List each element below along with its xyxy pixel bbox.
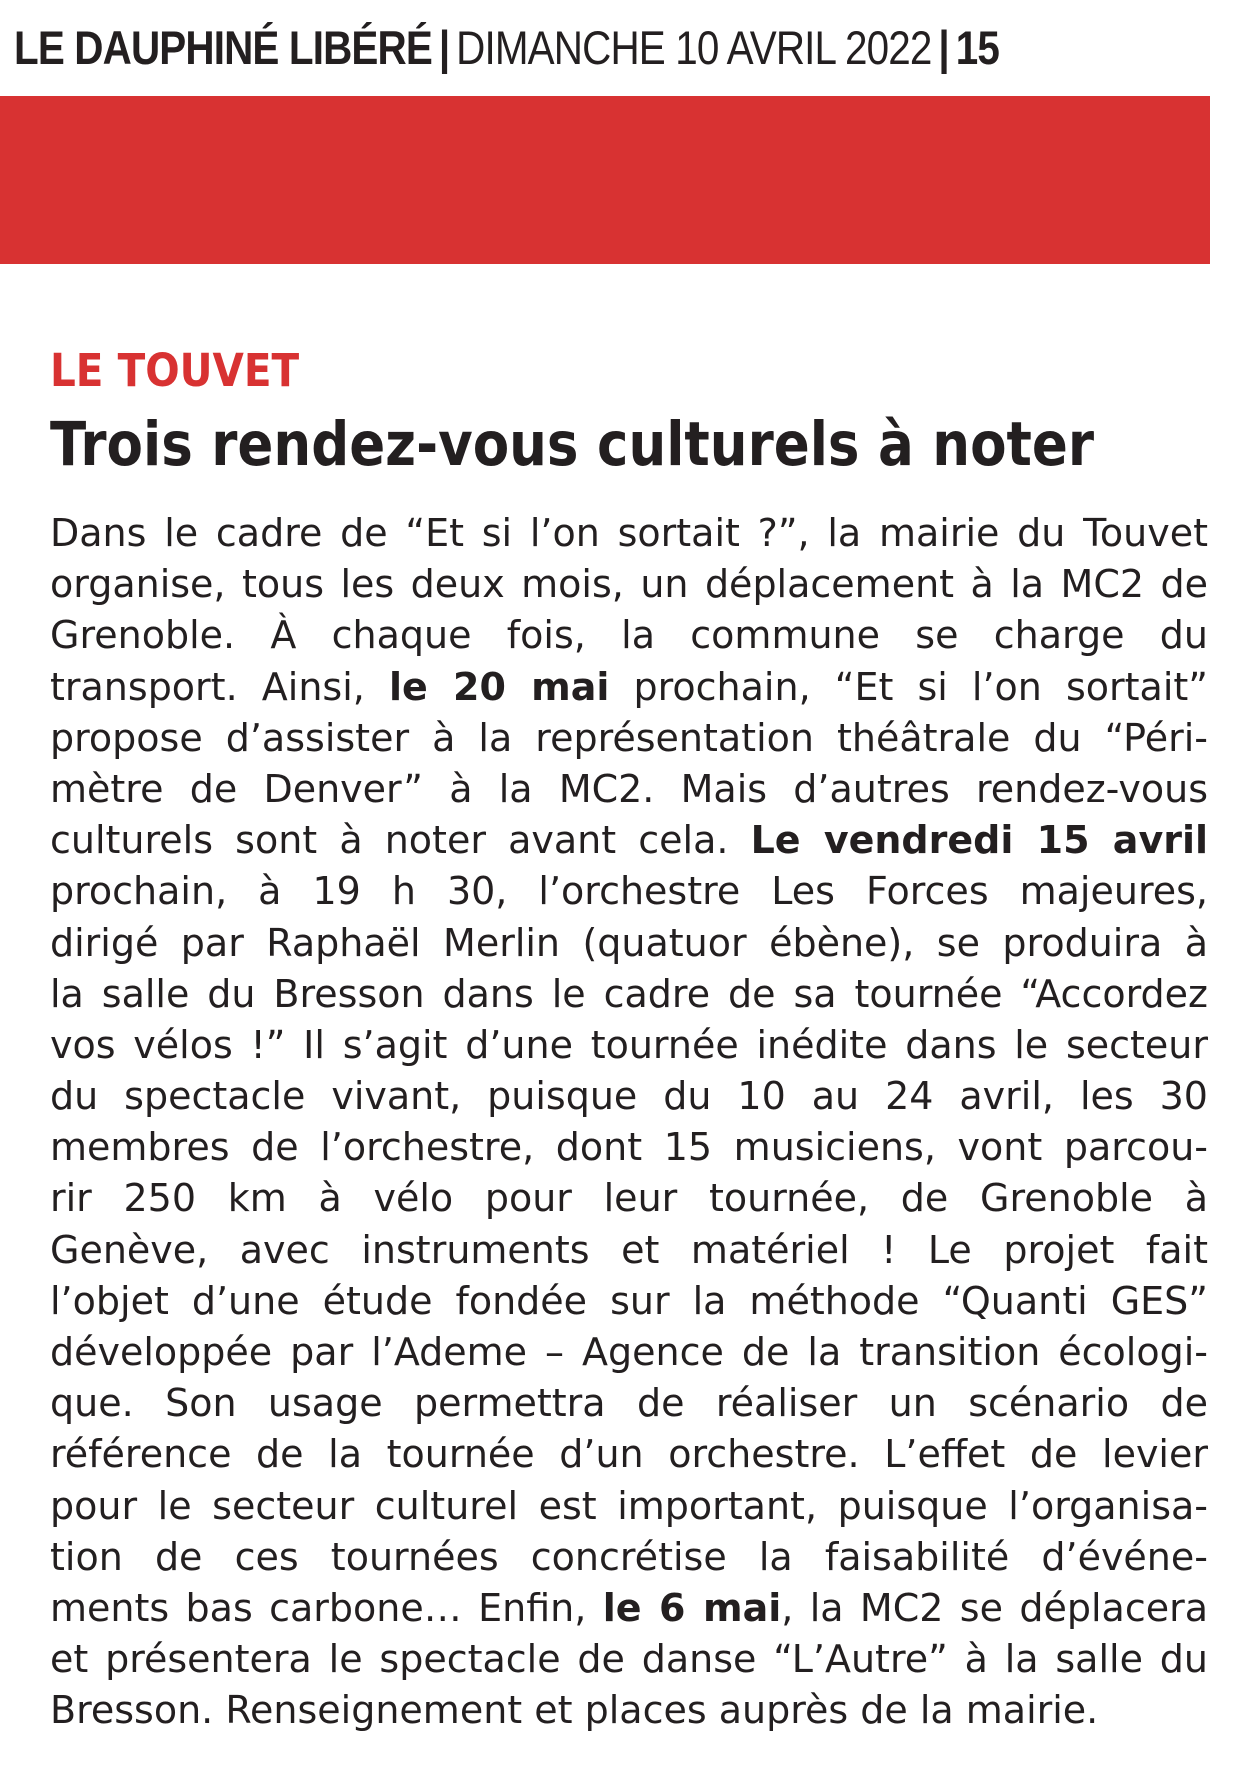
article-line bbox=[50, 713, 1208, 764]
article-text: que. Son usage permettra de réaliser un scénario de bbox=[50, 1381, 1208, 1426]
article-line bbox=[50, 918, 1208, 969]
article-line bbox=[50, 1225, 1208, 1276]
publication-date: DIMANCHE 10 AVRIL 2022 bbox=[456, 21, 932, 74]
article-text: , la MC2 se déplacera bbox=[781, 1585, 1208, 1630]
red-banner bbox=[0, 96, 1210, 264]
article-line bbox=[50, 1173, 1208, 1224]
article-text: Bresson. Renseignement et places auprès de la mairie. bbox=[50, 1688, 1099, 1733]
article-line bbox=[50, 1020, 1208, 1071]
article-text: la salle du Bresson dans le cadre de sa tournée “Accordez bbox=[50, 971, 1208, 1016]
page-number: 15 bbox=[955, 21, 999, 74]
article-line bbox=[50, 815, 1208, 866]
article-line bbox=[50, 559, 1208, 610]
article-line bbox=[50, 1583, 1208, 1634]
article-text: organise, tous les deux mois, un déplacement à la MC2 de bbox=[50, 562, 1208, 607]
article-text: vos vélos !” Il s’agit d’une tournée inédite dans le secteur bbox=[50, 1022, 1208, 1067]
article-line bbox=[50, 1532, 1208, 1583]
article-text: prochain, à 19 h 30, l’orchestre Les Forces majeures, bbox=[50, 869, 1208, 914]
article-text-bold: Le vendredi 15 avril bbox=[750, 818, 1209, 863]
article-line bbox=[50, 1685, 1208, 1736]
article-text: du spectacle vivant, puisque du 10 au 24 avril, les 30 bbox=[50, 1074, 1208, 1119]
article-line bbox=[50, 1481, 1208, 1532]
publication-name: LE DAUPHINÉ LIBÉRÉ bbox=[14, 21, 432, 74]
masthead-separator: | bbox=[438, 21, 450, 74]
article-line bbox=[50, 1634, 1208, 1685]
article-text: ments bas carbone… Enfin, bbox=[50, 1585, 603, 1630]
article-text: l’objet d’une étude fondée sur la méthode “Quanti GES” bbox=[50, 1278, 1208, 1323]
article-title: Trois rendez-vous culturels à noter bbox=[50, 409, 1095, 480]
article-line bbox=[50, 866, 1208, 917]
article-kicker: LE TOUVET bbox=[50, 344, 300, 397]
article-text: dirigé par Raphaël Merlin (quatuor ébène), se produira à bbox=[50, 920, 1208, 965]
article-text: propose d’assister à la représentation théâtrale du “Péri- bbox=[50, 715, 1208, 760]
article-text: pour le secteur culturel est important, puisque l’organisa- bbox=[50, 1483, 1208, 1528]
article-line bbox=[50, 1071, 1208, 1122]
article-text: Grenoble. À chaque fois, la commune se charge du bbox=[50, 613, 1208, 658]
article-text-bold: le 6 mai bbox=[602, 1585, 782, 1630]
article-text: mètre de Denver” à la MC2. Mais d’autres rendez-vous bbox=[50, 766, 1208, 811]
article-text: Dans le cadre de “Et si l’on sortait ?”, la mairie du Touvet bbox=[50, 511, 1208, 555]
masthead-separator: | bbox=[938, 21, 949, 74]
article-line bbox=[50, 662, 1208, 713]
article-line bbox=[50, 1327, 1208, 1378]
article-text: et présentera le spectacle de danse “L’Autre” à la salle du bbox=[50, 1637, 1208, 1682]
article-text: référence de la tournée d’un orchestre. L’effet de levier bbox=[50, 1432, 1208, 1477]
article-text: rir 250 km à vélo pour leur tournée, de Grenoble à bbox=[50, 1176, 1208, 1221]
article-line bbox=[50, 610, 1208, 661]
article-body bbox=[50, 508, 1208, 1737]
newspaper-masthead bbox=[14, 20, 999, 76]
article-text: Genève, avec instruments et matériel ! Le projet fait bbox=[50, 1227, 1208, 1272]
article-text-bold: le 20 mai bbox=[388, 664, 610, 709]
article-text: développée par l’Ademe – Agence de la transition écologi- bbox=[50, 1330, 1208, 1374]
article-text: transport. Ainsi, bbox=[50, 664, 389, 709]
article-line bbox=[50, 1276, 1208, 1327]
article-line bbox=[50, 764, 1208, 815]
article-line bbox=[50, 1122, 1208, 1173]
article-line bbox=[50, 508, 1208, 559]
article-line bbox=[50, 969, 1208, 1020]
article-line bbox=[50, 1429, 1208, 1480]
article-text: membres de l’orchestre, dont 15 musiciens, vont parcou- bbox=[50, 1125, 1208, 1170]
article-text: culturels sont à noter avant cela. bbox=[50, 818, 751, 863]
article-line bbox=[50, 1378, 1208, 1429]
article-text: prochain, “Et si l’on sortait” bbox=[609, 664, 1208, 709]
article-text: tion de ces tournées concrétise la faisabilité d’événe- bbox=[50, 1534, 1208, 1579]
